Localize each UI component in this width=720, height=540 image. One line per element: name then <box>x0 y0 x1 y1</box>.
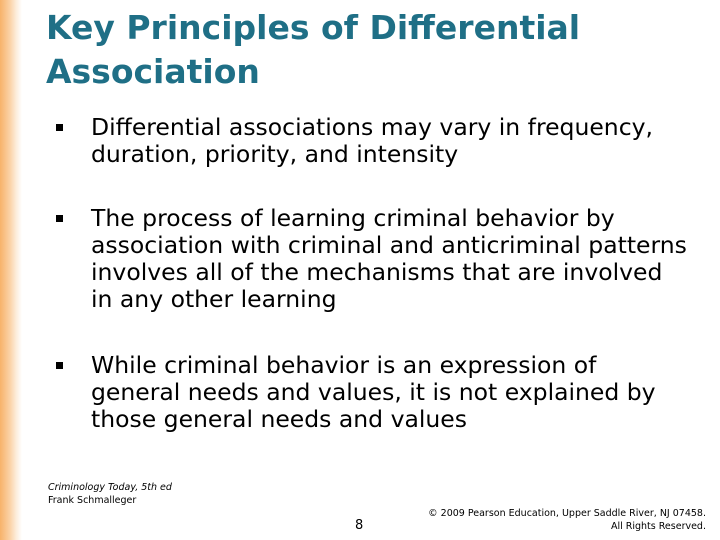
page-number: 8 <box>355 518 364 533</box>
square-bullet-icon <box>56 124 63 131</box>
bullet-text: The process of learning criminal behavior by association with criminal and anticriminal patterns involves all of the mechanisms that are involved in any other learning <box>91 204 687 313</box>
footer-copyright <box>376 507 706 533</box>
square-bullet-icon <box>56 215 63 222</box>
slide-title: Key Principles of Differential Association <box>46 8 581 91</box>
footer-book-title: Criminology Today, 5th ed <box>48 482 172 493</box>
square-bullet-icon <box>56 362 63 369</box>
footer-source <box>48 481 248 507</box>
footer-author: Frank Schmalleger <box>48 495 137 506</box>
bullet-text: Differential associations may vary in frequency, duration, priority, and intensity <box>91 113 654 168</box>
decorative-side-bar <box>0 0 22 540</box>
bullet-text: While criminal behavior is an expression of general needs and values, it is not explained by those general needs and values <box>91 351 656 433</box>
copyright-line-2: All Rights Reserved. <box>610 521 706 532</box>
copyright-line-1: © 2009 Pearson Education, Upper Saddle River, NJ 07458. <box>428 508 706 519</box>
